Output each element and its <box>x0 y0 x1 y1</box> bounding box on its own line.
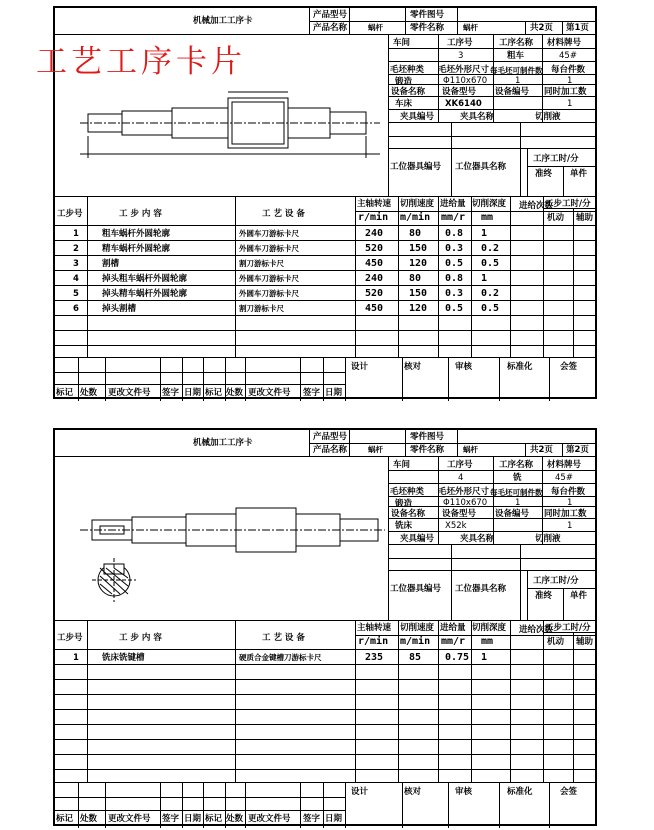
step-depth: 0.2 <box>481 288 500 299</box>
machine-label: 机动 <box>547 637 565 647</box>
fixture-name-label: 夹具名称 <box>460 112 495 122</box>
footer-4: 日期 <box>184 388 202 398</box>
machine-label: 机动 <box>547 213 565 223</box>
step-content-label: 工 步 内 容 <box>119 209 162 219</box>
equipment-label: 工 艺 设 备 <box>262 633 305 643</box>
footer-0: 标记 <box>56 814 74 824</box>
spindle-label: 主轴转速 <box>357 199 392 209</box>
total-pages: 共2页 <box>530 445 553 455</box>
speed-label: 切削速度 <box>400 623 435 633</box>
concurrent-value: 1 <box>567 521 573 531</box>
fixture-no-label: 夹具编号 <box>400 112 435 122</box>
station-no-label: 工位器具编号 <box>390 162 442 172</box>
design-label: 设计 <box>351 787 369 797</box>
op-time-label: 工序工时/分 <box>533 576 579 586</box>
design-label: 设计 <box>351 362 369 372</box>
material-value: 45# <box>555 473 573 483</box>
station-name-label: 工位器具名称 <box>455 162 507 172</box>
step-depth: 1 <box>481 228 488 239</box>
prep-label: 准终 <box>535 591 553 601</box>
material-label: 材料牌号 <box>547 38 582 48</box>
equip-model-label: 设备型号 <box>442 509 477 519</box>
blank-size-label: 毛坯外形尺寸 <box>438 487 490 497</box>
equip-name-value: 铣床 <box>395 521 413 531</box>
blank-count-label: 每毛坯可制件数 <box>490 488 543 497</box>
step-equipment: 外圆车刀游标卡尺 <box>239 274 299 283</box>
speed-label: 切削速度 <box>400 199 435 209</box>
countersign-label: 会签 <box>560 362 578 372</box>
footer-3: 签字 <box>162 814 180 824</box>
step-content: 割槽 <box>102 259 120 269</box>
equip-no-label: 设备编号 <box>495 87 530 97</box>
product-name-label: 产品名称 <box>313 23 348 33</box>
step-spindle: 520 <box>365 288 384 299</box>
per-unit-value: 1 <box>567 76 573 86</box>
concurrent-label: 同时加工数 <box>544 509 587 519</box>
step-content: 掉头精车蜗杆外圆轮廓 <box>102 289 188 299</box>
step-speed: 120 <box>409 258 428 269</box>
footer-2: 更改文件号 <box>108 814 151 824</box>
footer-9: 日期 <box>325 814 343 824</box>
step-no-label: 工步号 <box>57 633 83 643</box>
step-speed: 80 <box>409 273 422 284</box>
total-pages: 共2页 <box>530 23 553 33</box>
part-name-label: 零件名称 <box>410 23 445 33</box>
op-name-label: 工序名称 <box>499 38 534 48</box>
step-speed: 120 <box>409 303 428 314</box>
step-feed: 0.3 <box>445 288 464 299</box>
step-depth: 0.5 <box>481 303 500 314</box>
footer-7: 更改文件号 <box>248 388 291 398</box>
unit-label: 单件 <box>570 169 588 179</box>
step-equipment: 外圆车刀游标卡尺 <box>239 229 299 238</box>
workshop-label: 车间 <box>393 38 411 48</box>
concurrent-value: 1 <box>567 99 573 109</box>
footer-4: 日期 <box>184 814 202 824</box>
op-no-value: 4 <box>458 473 464 483</box>
step-speed: 85 <box>409 652 422 663</box>
card-title: 机械加工工序卡 <box>193 16 253 26</box>
speed-unit: m/min <box>400 212 431 223</box>
card-title: 机械加工工序卡 <box>193 438 253 448</box>
footer-6: 处数 <box>226 814 244 824</box>
review-label: 审核 <box>455 787 473 797</box>
feed-label: 进给量 <box>440 623 466 633</box>
equipment-label: 工 艺 设 备 <box>262 209 305 219</box>
part-name-value: 蜗杆 <box>463 23 478 32</box>
aux-label: 辅助 <box>576 637 594 647</box>
shaft-drawing <box>80 498 385 608</box>
equip-no-label: 设备编号 <box>495 509 530 519</box>
step-depth: 1 <box>481 273 488 284</box>
spindle-unit: r/min <box>358 212 389 223</box>
footer-8: 签字 <box>303 388 321 398</box>
fixture-no-label: 夹具编号 <box>400 534 435 544</box>
passes-label: 进给次数 <box>519 201 554 211</box>
step-spindle: 520 <box>365 243 384 254</box>
step-no: 1 <box>73 653 79 663</box>
op-no-label: 工序号 <box>447 460 473 470</box>
step-no: 3 <box>73 259 79 269</box>
aux-label: 辅助 <box>576 213 594 223</box>
footer-0: 标记 <box>56 388 74 398</box>
station-name-label: 工位器具名称 <box>455 584 507 594</box>
passes-label: 进给次数 <box>519 625 554 635</box>
op-no-label: 工序号 <box>447 38 473 48</box>
material-value: 45# <box>559 51 577 61</box>
depth-unit: mm <box>481 636 494 647</box>
prep-label: 准终 <box>535 169 553 179</box>
countersign-label: 会签 <box>560 787 578 797</box>
coolant-label: 切削液 <box>535 534 561 544</box>
step-content: 掉头粗车蜗杆外圆轮廓 <box>102 274 188 284</box>
step-spindle: 240 <box>365 273 384 284</box>
blank-size-label: 毛坯外形尺寸 <box>438 65 490 75</box>
step-spindle: 240 <box>365 228 384 239</box>
page-number: 第2页 <box>566 445 589 455</box>
equip-name-value: 车床 <box>395 99 413 109</box>
step-time-label: 工步工时/分 <box>545 199 591 209</box>
feed-label: 进给量 <box>440 199 466 209</box>
overlay-title: 工艺工序卡片 <box>36 44 246 80</box>
check-label: 核对 <box>404 787 422 797</box>
process-card-sheet-2 <box>53 428 597 826</box>
per-unit-label: 每台件数 <box>551 65 586 75</box>
equip-name-label: 设备名称 <box>391 87 426 97</box>
blank-type-value: 锻造 <box>395 499 413 509</box>
blank-size-value: Φ110x670 <box>443 498 488 508</box>
product-name-value: 蜗杆 <box>368 23 383 32</box>
feed-unit: mm/r <box>441 212 466 223</box>
page-number: 第1页 <box>566 23 589 33</box>
product-model-label: 产品型号 <box>313 432 348 442</box>
part-no-label: 零件图号 <box>410 10 445 20</box>
unit-label: 单件 <box>570 591 588 601</box>
step-feed: 0.8 <box>445 273 464 284</box>
step-speed: 80 <box>409 228 422 239</box>
review-label: 审核 <box>455 362 473 372</box>
footer-2: 更改文件号 <box>108 388 151 398</box>
step-equipment: 外圆车刀游标卡尺 <box>239 244 299 253</box>
footer-1: 处数 <box>80 388 98 398</box>
standard-label: 标准化 <box>507 787 533 797</box>
step-feed: 0.3 <box>445 243 464 254</box>
spindle-label: 主轴转速 <box>357 623 392 633</box>
equip-model-label: 设备型号 <box>442 87 477 97</box>
speed-unit: m/min <box>400 636 431 647</box>
step-depth: 1 <box>481 652 488 663</box>
blank-count-label: 每毛坯可制件数 <box>490 66 543 75</box>
step-no: 2 <box>73 244 79 254</box>
step-equipment: 硬质合金键槽刀游标卡尺 <box>239 653 322 662</box>
depth-label: 切削深度 <box>472 199 507 209</box>
op-name-label: 工序名称 <box>499 460 534 470</box>
product-name-value: 蜗杆 <box>368 445 383 454</box>
op-name-value: 铣 <box>513 473 522 483</box>
step-depth: 0.5 <box>481 258 500 269</box>
step-feed: 0.75 <box>445 652 470 663</box>
equip-model-value: X52k <box>445 521 467 531</box>
step-no: 1 <box>73 229 79 239</box>
step-depth: 0.2 <box>481 243 500 254</box>
blank-count-value: 1 <box>515 76 521 86</box>
depth-label: 切削深度 <box>472 623 507 633</box>
step-feed: 0.5 <box>445 258 464 269</box>
step-equipment: 外圆车刀游标卡尺 <box>239 289 299 298</box>
equip-name-label: 设备名称 <box>391 509 426 519</box>
product-model-label: 产品型号 <box>313 10 348 20</box>
workshop-label: 车间 <box>393 460 411 470</box>
step-spindle: 450 <box>365 258 384 269</box>
footer-3: 签字 <box>162 388 180 398</box>
step-content: 铣床铣键槽 <box>102 653 145 663</box>
step-spindle: 235 <box>365 652 384 663</box>
feed-unit: mm/r <box>441 636 466 647</box>
equip-model-value: XK6140 <box>445 99 482 109</box>
spindle-unit: r/min <box>358 636 389 647</box>
part-name-label: 零件名称 <box>410 445 445 455</box>
product-name-label: 产品名称 <box>313 445 348 455</box>
blank-type-value: 锻造 <box>395 77 413 87</box>
step-speed: 150 <box>409 288 428 299</box>
footer-9: 日期 <box>325 388 343 398</box>
step-content: 掉头割槽 <box>102 304 137 314</box>
op-name-value: 粗车 <box>507 51 525 61</box>
footer-6: 处数 <box>226 388 244 398</box>
station-no-label: 工位器具编号 <box>390 584 442 594</box>
blank-size-value: Φ110x670 <box>443 76 488 86</box>
step-feed: 0.8 <box>445 228 464 239</box>
step-feed: 0.5 <box>445 303 464 314</box>
step-time-label: 工步工时/分 <box>545 623 591 633</box>
check-label: 核对 <box>404 362 422 372</box>
op-time-label: 工序工时/分 <box>533 154 579 164</box>
step-content: 精车蜗杆外圆轮廓 <box>102 244 171 254</box>
step-speed: 150 <box>409 243 428 254</box>
blank-type-label: 毛坯种类 <box>390 487 425 497</box>
blank-count-value: 1 <box>515 498 521 508</box>
concurrent-label: 同时加工数 <box>544 87 587 97</box>
step-content: 粗车蜗杆外圆轮廓 <box>102 229 171 239</box>
footer-5: 标记 <box>205 814 223 824</box>
step-equipment: 割刀游标卡尺 <box>239 304 284 313</box>
step-content-label: 工 步 内 容 <box>119 633 162 643</box>
step-no: 5 <box>73 289 79 299</box>
step-no: 6 <box>73 304 79 314</box>
footer-8: 签字 <box>303 814 321 824</box>
shaft-drawing <box>80 86 380 166</box>
step-spindle: 450 <box>365 303 384 314</box>
step-no-label: 工步号 <box>57 209 83 219</box>
per-unit-label: 每台件数 <box>551 487 586 497</box>
step-no: 4 <box>73 274 79 284</box>
depth-unit: mm <box>481 212 494 223</box>
part-no-label: 零件图号 <box>410 432 445 442</box>
coolant-label: 切削液 <box>535 112 561 122</box>
fixture-name-label: 夹具名称 <box>460 534 495 544</box>
step-equipment: 割刀游标卡尺 <box>239 259 284 268</box>
footer-5: 标记 <box>205 388 223 398</box>
per-unit-value: 1 <box>567 498 573 508</box>
op-no-value: 3 <box>458 51 464 61</box>
material-label: 材料牌号 <box>547 460 582 470</box>
footer-1: 处数 <box>80 814 98 824</box>
footer-7: 更改文件号 <box>248 814 291 824</box>
standard-label: 标准化 <box>507 362 533 372</box>
part-name-value: 蜗杆 <box>463 445 478 454</box>
blank-type-label: 毛坯种类 <box>390 65 425 75</box>
